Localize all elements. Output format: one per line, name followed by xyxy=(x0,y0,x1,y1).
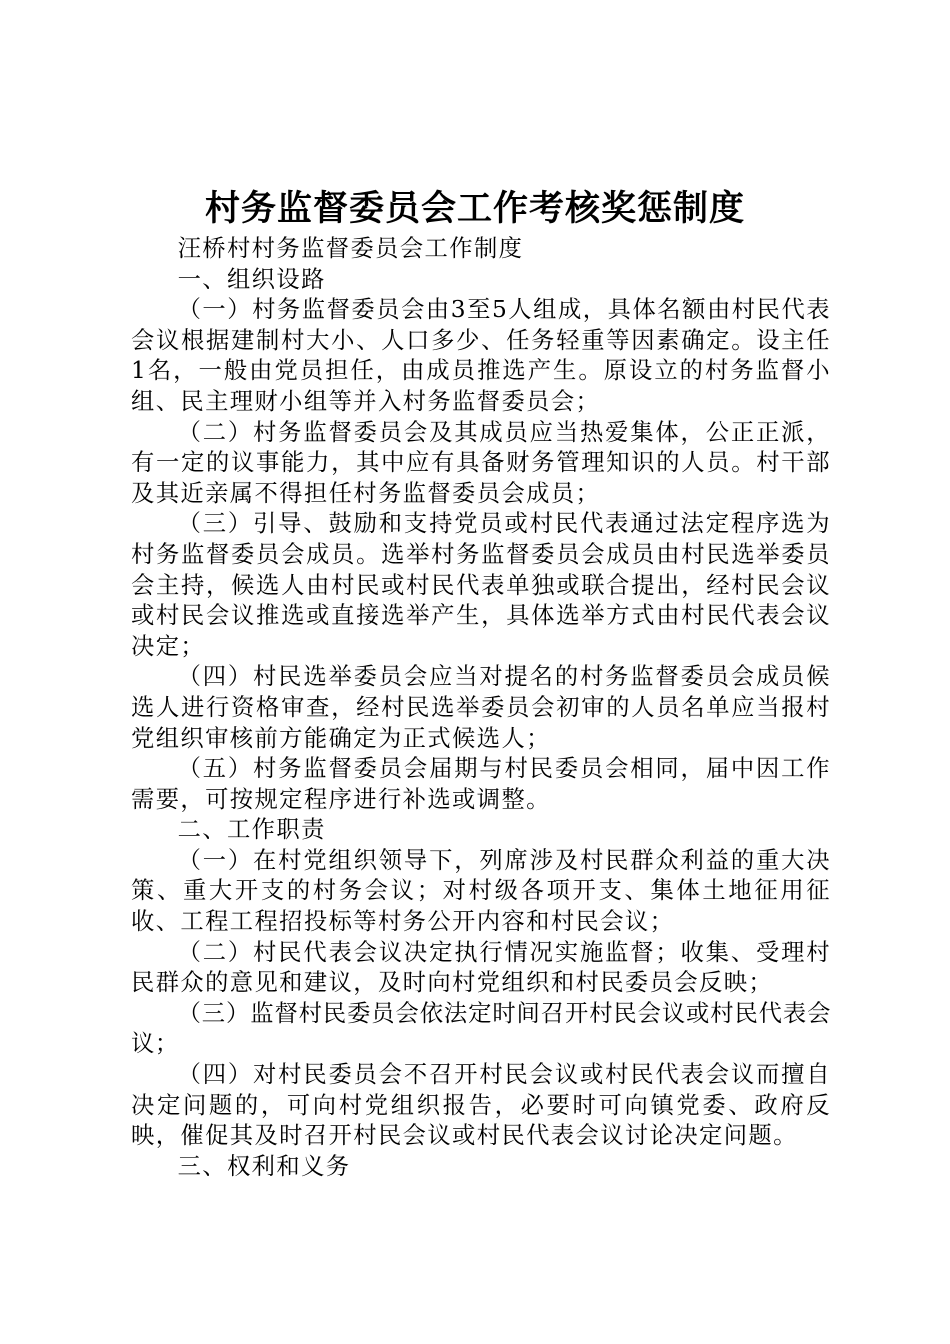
paragraph: （四）对村民委员会不召开村民会议或村民代表会议而擅自决定问题的，可向村党组织报告，必要时可向镇党委、政府反映，催促其及时召开村民会议或村民代表会议讨论决定问题。 xyxy=(131,1061,831,1150)
document-title: 村务监督委员会工作考核奖惩制度 xyxy=(204,189,745,229)
document-body xyxy=(131,234,831,1182)
paragraph: （一）村务监督委员会由3至5人组成，具体名额由村民代表会议根据建制村大小、人口多少、任务轻重等因素确定。设主任1名，一般由党员担任，由成员推选产生。原设立的村务监督小组、民主理财小组等并入村务监督委员会； xyxy=(131,296,831,415)
paragraph-subtitle: 汪桥村村务监督委员会工作制度 xyxy=(177,235,524,262)
section-heading-duties: 二、工作职责 xyxy=(177,816,326,844)
paragraph: （五）村务监督委员会届期与村民委员会相同，届中因工作需要，可按规定程序进行补选或调整。 xyxy=(131,755,831,813)
paragraph: （二）村务监督委员会及其成员应当热爱集体，公正正派，有一定的议事能力，其中应有具备财务管理知识的人员。村干部及其近亲属不得担任村务监督委员会成员； xyxy=(131,418,831,507)
paragraph: （一）在村党组织领导下，列席涉及村民群众利益的重大决策、重大开支的村务会议；对村级各项开支、集体土地征用征收、工程工程招投标等村务公开内容和村民会议； xyxy=(131,846,831,936)
section-heading-organization: 一、组织设路 xyxy=(177,265,326,293)
paragraph: （二）村民代表会议决定执行情况实施监督；收集、受理村民群众的意见和建议，及时向村党组织和村民委员会反映； xyxy=(131,938,831,997)
paragraph: （四）村民选举委员会应当对提名的村务监督委员会成员候选人进行资格审查，经村民选举委员会初审的人员名单应当报村党组织审核前方能确定为正式候选人； xyxy=(131,663,831,752)
paragraph: （三）引导、鼓励和支持党员或村民代表通过法定程序选为村务监督委员会成员。选举村务监督委员会成员由村民选举委员会主持，候选人由村民或村民代表单独或联合提出，经村民会议或村民会议推选或直接选举产生，具体选举方式由村民代表会议决定； xyxy=(131,510,831,660)
section-heading-rights: 三、权利和义务 xyxy=(177,1152,351,1180)
paragraph: （三）监督村民委员会依法定时间召开村民会议或村民代表会议； xyxy=(131,999,831,1058)
